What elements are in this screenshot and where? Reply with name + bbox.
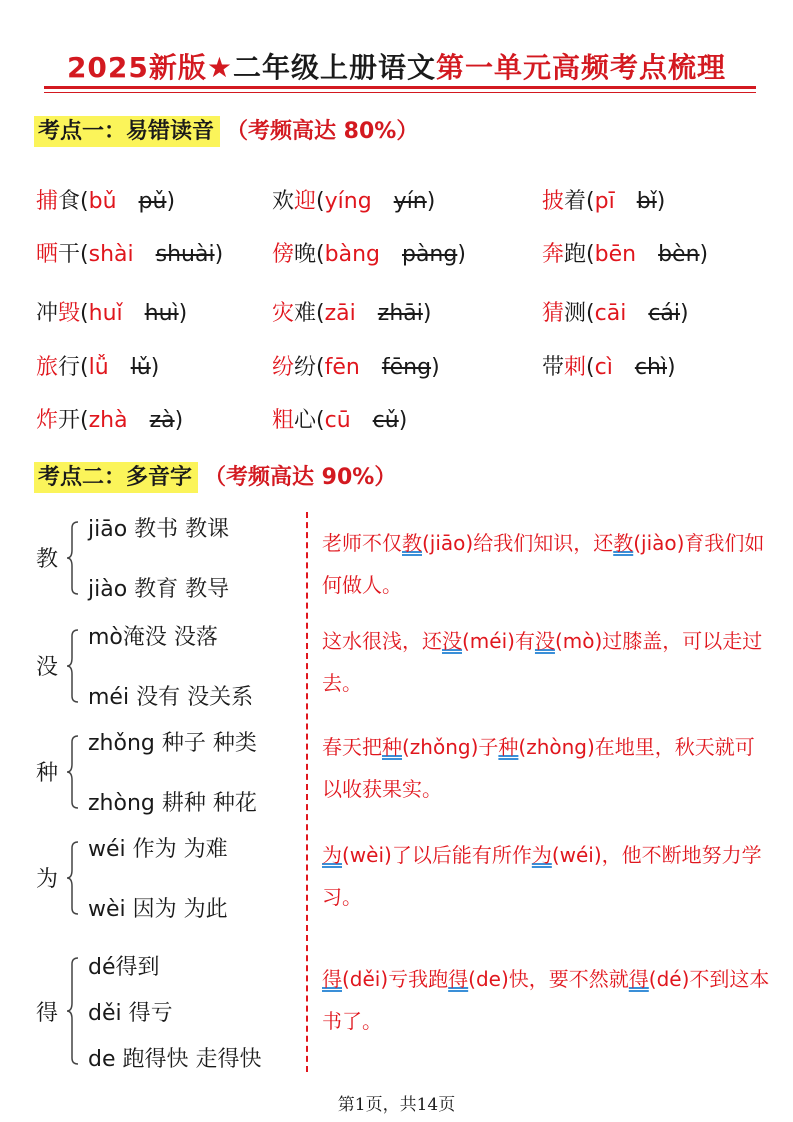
- word-item: 捕食(bǔ pǔ): [36, 189, 176, 214]
- title-underline-thin: [44, 92, 756, 93]
- page-title: [0, 46, 793, 86]
- section1-label: 考点一：易错读音: [34, 116, 220, 147]
- brace-icon: [66, 734, 80, 810]
- title-topic: 第一单元高频考点梳理: [436, 51, 727, 84]
- word-item: 炸开(zhà zà): [36, 408, 184, 433]
- title-year: 2025新版★: [66, 51, 233, 84]
- word-item: 灾难(zāi zhāi): [272, 301, 432, 326]
- brace-icon: [66, 628, 80, 704]
- title-grade: 二年级上册语文: [233, 51, 437, 84]
- poly-char: 为: [36, 867, 59, 892]
- word-item: 奔跑(bēn bèn): [542, 242, 709, 267]
- title-underline: [44, 86, 756, 89]
- word-item: 粗心(cū cǔ): [272, 408, 408, 433]
- example-sentence: 这水很浅，还没(méi)有没(mò)过膝盖，可以走过去。: [322, 629, 763, 695]
- word-item: 晒干(shài shuài): [36, 242, 224, 267]
- word-item: 披着(pī bǐ): [542, 189, 666, 214]
- brace-icon: [66, 520, 80, 596]
- word-item: 纷纷(fēn fēng): [272, 355, 440, 380]
- section1-heading: [34, 114, 418, 145]
- section2-heading: [34, 460, 396, 491]
- section1-freq: （考频高达 80%）: [226, 119, 419, 144]
- poly-reading: dé得到: [88, 955, 160, 980]
- example-sentence: 老师不仅教(jiāo)给我们知识，还教(jiào)育我们如何做人。: [322, 531, 765, 597]
- word-item: 旅行(lǚ lǔ): [36, 355, 160, 380]
- poly-reading: zhòng 耕种 种花: [88, 791, 257, 816]
- poly-reading: mò淹没 没落: [88, 625, 218, 650]
- poly-reading: děi 得亏: [88, 1001, 173, 1026]
- section2-label: 考点二：多音字: [34, 462, 198, 493]
- poly-char: 得: [36, 1001, 59, 1026]
- example-sentence: 得(děi)亏我跑得(de)快，要不然就得(dé)不到这本书了。: [322, 967, 770, 1033]
- poly-reading: wèi 因为 为此: [88, 897, 228, 922]
- page-footer: 第1页，共14页: [337, 1095, 456, 1115]
- poly-reading: méi 没有 没关系: [88, 685, 254, 710]
- word-item: 傍晚(bàng pàng): [272, 242, 466, 267]
- dashed-divider: [306, 512, 308, 1072]
- poly-reading: wéi 作为 为难: [88, 837, 228, 862]
- poly-reading: jiào 教育 教导: [88, 577, 230, 602]
- poly-reading: de 跑得快 走得快: [88, 1047, 262, 1072]
- brace-icon: [66, 840, 80, 916]
- word-item: 猜测(cāi cái): [542, 301, 689, 326]
- poly-char: 种: [36, 761, 59, 786]
- poly-char: 教: [36, 547, 59, 572]
- example-sentence: 春天把种(zhǒng)子种(zhòng)在地里，秋天就可以收获果实。: [322, 735, 755, 801]
- word-item: 带刺(cì chì): [542, 355, 676, 380]
- example-sentence: 为(wèi)了以后能有所作为(wéi)，他不断地努力学习。: [322, 843, 762, 909]
- poly-reading: jiāo 教书 教课: [88, 517, 230, 542]
- word-item: 冲毁(huǐ huì): [36, 301, 188, 326]
- poly-reading: zhǒng 种子 种类: [88, 731, 257, 756]
- brace-icon: [66, 956, 80, 1066]
- word-item: 欢迎(yíng yín): [272, 189, 436, 214]
- poly-char: 没: [36, 655, 59, 680]
- section2-freq: （考频高达 90%）: [204, 465, 397, 490]
